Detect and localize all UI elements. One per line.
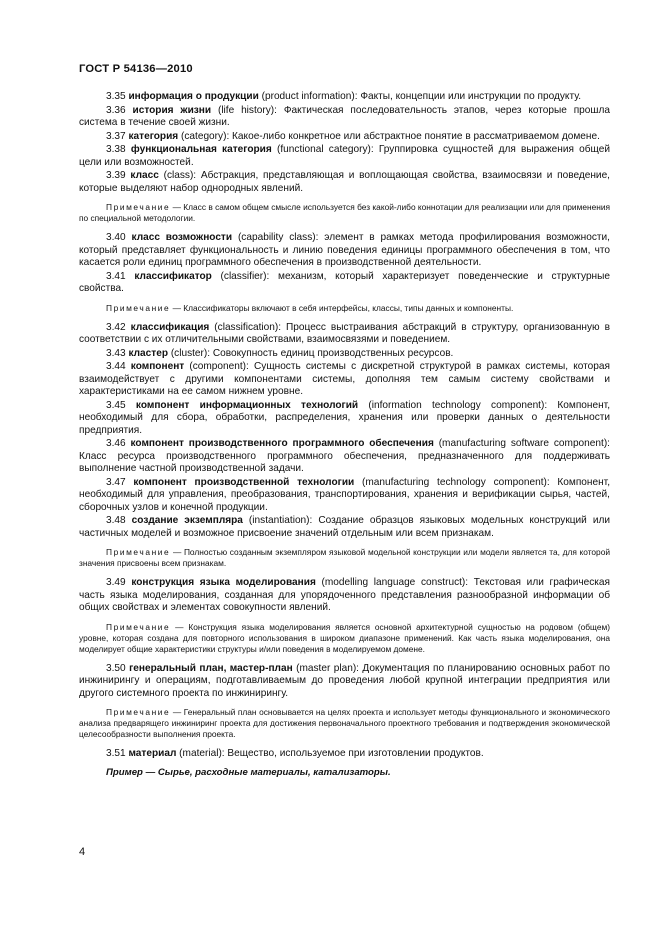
term-definition: (functional category): Группировка сущностей для выражения общей цели или возможностей.: [79, 144, 610, 168]
term-entry-3-42: [79, 322, 610, 347]
term-definition: (material): Вещество, используемое при изготовлении продуктов.: [176, 748, 484, 759]
term-entry-3-36: [79, 105, 610, 130]
term-entry-3-47: [79, 477, 610, 515]
term-definition: (manufacturing technology component): Компонент, необходимый для управления, преобразования, транспортирования, хранения и верификации сырья, частей, сборочных узлов и конечной продукции.: [79, 476, 610, 513]
term-definition: (product information): Факты, концепции или инструкции по продукту.: [258, 91, 582, 102]
term-title: компонент производственной технологии: [133, 476, 355, 488]
term-entry-3-43: [79, 348, 610, 361]
note-label: Примечание: [106, 621, 171, 632]
note-label: Примечание: [106, 547, 171, 557]
page-header: ГОСТ Р 54136—2010: [79, 63, 193, 75]
term-entry-3-51: [79, 748, 610, 761]
term-entry-3-39: [79, 170, 610, 195]
page-content: [79, 91, 610, 779]
term-title: информация о продукции: [128, 91, 259, 102]
term-definition: (instantiation): Создание образцов языковых модельных конструкций или частичных моделей и возможное присвоение значений отдельным или всем признакам.: [79, 515, 610, 539]
term-definition: (capability class): элемент в рамках метода профилирования возможности, который представляет функциональность и линию поведения единицы программного обеспечения в том, что касается роли единиц программного обеспечения в производственной деятельности.: [79, 232, 610, 268]
term-entry-3-44: [79, 361, 610, 399]
term-entry-3-40: [79, 232, 610, 270]
term-entry-3-35: [79, 91, 610, 104]
term-title: класс: [130, 170, 159, 181]
term-number: 3.35: [106, 91, 126, 102]
note-3-50: [79, 707, 610, 740]
term-title: компонент информационных технологий: [135, 399, 359, 411]
term-definition: (life history): Фактическая последовательность этапов, через которые прошла система в течение своей жизни.: [79, 104, 610, 128]
term-title: функциональная категория: [130, 144, 272, 155]
term-entry-3-37: [79, 131, 610, 144]
note-text: Класс в самом общем смысле используется без какой-либо коннотации для реализации или для применения по специальной методологии.: [79, 202, 611, 223]
term-number: 3.50: [106, 662, 126, 674]
term-title: классификация: [130, 321, 210, 333]
term-entry-3-38: [79, 144, 610, 169]
note-3-39: [79, 202, 610, 224]
term-number: 3.39: [106, 170, 126, 181]
term-entry-3-41: [79, 271, 610, 296]
note-text: Генеральный план основывается на целях проекта и использует методы функционального и экономического анализа предварящего инжиниринг проекта для достижения первоначального проектного требования и подтверждения экономической целесообразности выполнения проекта.: [79, 707, 611, 739]
term-title: категория: [128, 130, 179, 142]
term-number: 3.37: [106, 130, 126, 142]
note-label: Примечание: [106, 202, 171, 212]
note-dash: —: [170, 202, 184, 212]
note-label: Примечание: [106, 707, 171, 717]
term-number: 3.45: [106, 399, 126, 411]
note-text: Полностью созданным экземпляром языковой модельной конструкции или модели является та, для которой значения присвоены всем признакам.: [79, 547, 611, 568]
term-definition: (component): Сущность системы с дискретной структурой в рамках системы, которая взаимодействует с другими компонентами системы, дополняя тем самым систему свойствами и характеристиками на ее самом нижнем уровне.: [79, 361, 610, 397]
term-number: 3.40: [106, 232, 126, 243]
term-number: 3.42: [106, 321, 126, 333]
note-3-48: [79, 547, 610, 569]
term-title: классификатор: [134, 270, 212, 282]
note-dash: —: [170, 621, 189, 632]
term-title: кластер: [128, 347, 169, 359]
term-entry-3-50: [79, 663, 610, 701]
term-number: 3.47: [106, 476, 126, 488]
term-title: класс возможности: [131, 232, 233, 243]
term-definition: (information technology component): Компонент, необходимый для сбора, обработки, распределения, хранения или проверки данных о деятельности предприятия.: [79, 399, 610, 436]
note-dash: —: [170, 547, 184, 557]
term-definition: (modelling language construct): Текстовая или графическая часть языка моделирования, созданная для упорядоченного представления разнообразной информации об общих свойствах и элементах совокупности явлений.: [79, 577, 611, 613]
note-3-49: [79, 622, 610, 655]
term-definition: (class): Абстракция, представляющая и воплощающая свойства, взаимосвязи и поведение, которые выделяют набор однородных явлений.: [79, 170, 610, 194]
term-title: генеральный план, мастер-план: [129, 662, 293, 674]
term-number: 3.49: [106, 577, 126, 588]
term-number: 3.48: [106, 515, 126, 526]
note-label: Примечание: [106, 302, 171, 313]
term-entry-3-49: [79, 577, 610, 615]
term-number: 3.36: [106, 104, 126, 116]
note-text: Классификаторы включают в себя интерфейсы, классы, типы данных и компоненты.: [183, 302, 514, 313]
term-title: история жизни: [132, 104, 212, 116]
term-title: компонент производственного программного обеспечения: [130, 438, 434, 449]
note-dash: —: [170, 302, 184, 313]
term-entry-3-45: [79, 400, 610, 438]
term-definition: (cluster): Совокупность единиц производственных ресурсов.: [168, 347, 454, 359]
term-number: 3.46: [106, 438, 126, 449]
term-number: 3.38: [106, 144, 126, 155]
term-definition: (manufacturing software component): Класс ресурса производственного программного обеспечения, предназначенного для поддерживать выполнение частной производственной задачи.: [79, 438, 610, 474]
example-3-51: Пример — Сырье, расходные материалы, катализаторы.: [106, 766, 391, 778]
note-text: Конструкция языка моделирования является основной архитектурной сущностью на родовом (общем) уровне, которая создана для повторного использования в широком диапазоне применений. Как часть языка моделирования, она моделирует общие характеристики структуры и/или поведения в моделируемом домене.: [79, 621, 610, 654]
term-entry-3-46: [79, 438, 610, 476]
page-number: 4: [79, 846, 86, 858]
term-number: 3.51: [106, 748, 126, 759]
term-definition: (classification): Процесс выстраивания абстракций в структуру, организованную в соответствии с их отличительными свойствами, взаимосвязями и поведением.: [79, 321, 610, 345]
term-definition: (category): Какое-либо конкретное или абстрактное понятие в рассматриваемом домене.: [178, 130, 600, 142]
term-number: 3.44: [106, 361, 126, 372]
term-entry-3-48: [79, 515, 610, 540]
term-title: компонент: [130, 361, 185, 372]
term-definition: (classifier): механизм, который характеризует поведенческие и структурные свойства.: [79, 270, 610, 294]
term-definition: (master plan): Документация по планированию основных работ по инжинирингу и операциям, подготавливаемым до проведения любой крупной интеграции предприятия или другого системного проекта по инжинирингу.: [79, 662, 611, 699]
term-number: 3.41: [106, 270, 126, 282]
note-3-41: [79, 303, 610, 314]
term-title: создание экземпляра: [131, 515, 243, 526]
term-title: материал: [128, 748, 177, 759]
note-dash: —: [170, 707, 184, 717]
term-title: конструкция языка моделирования: [131, 577, 316, 588]
term-number: 3.43: [106, 347, 126, 359]
